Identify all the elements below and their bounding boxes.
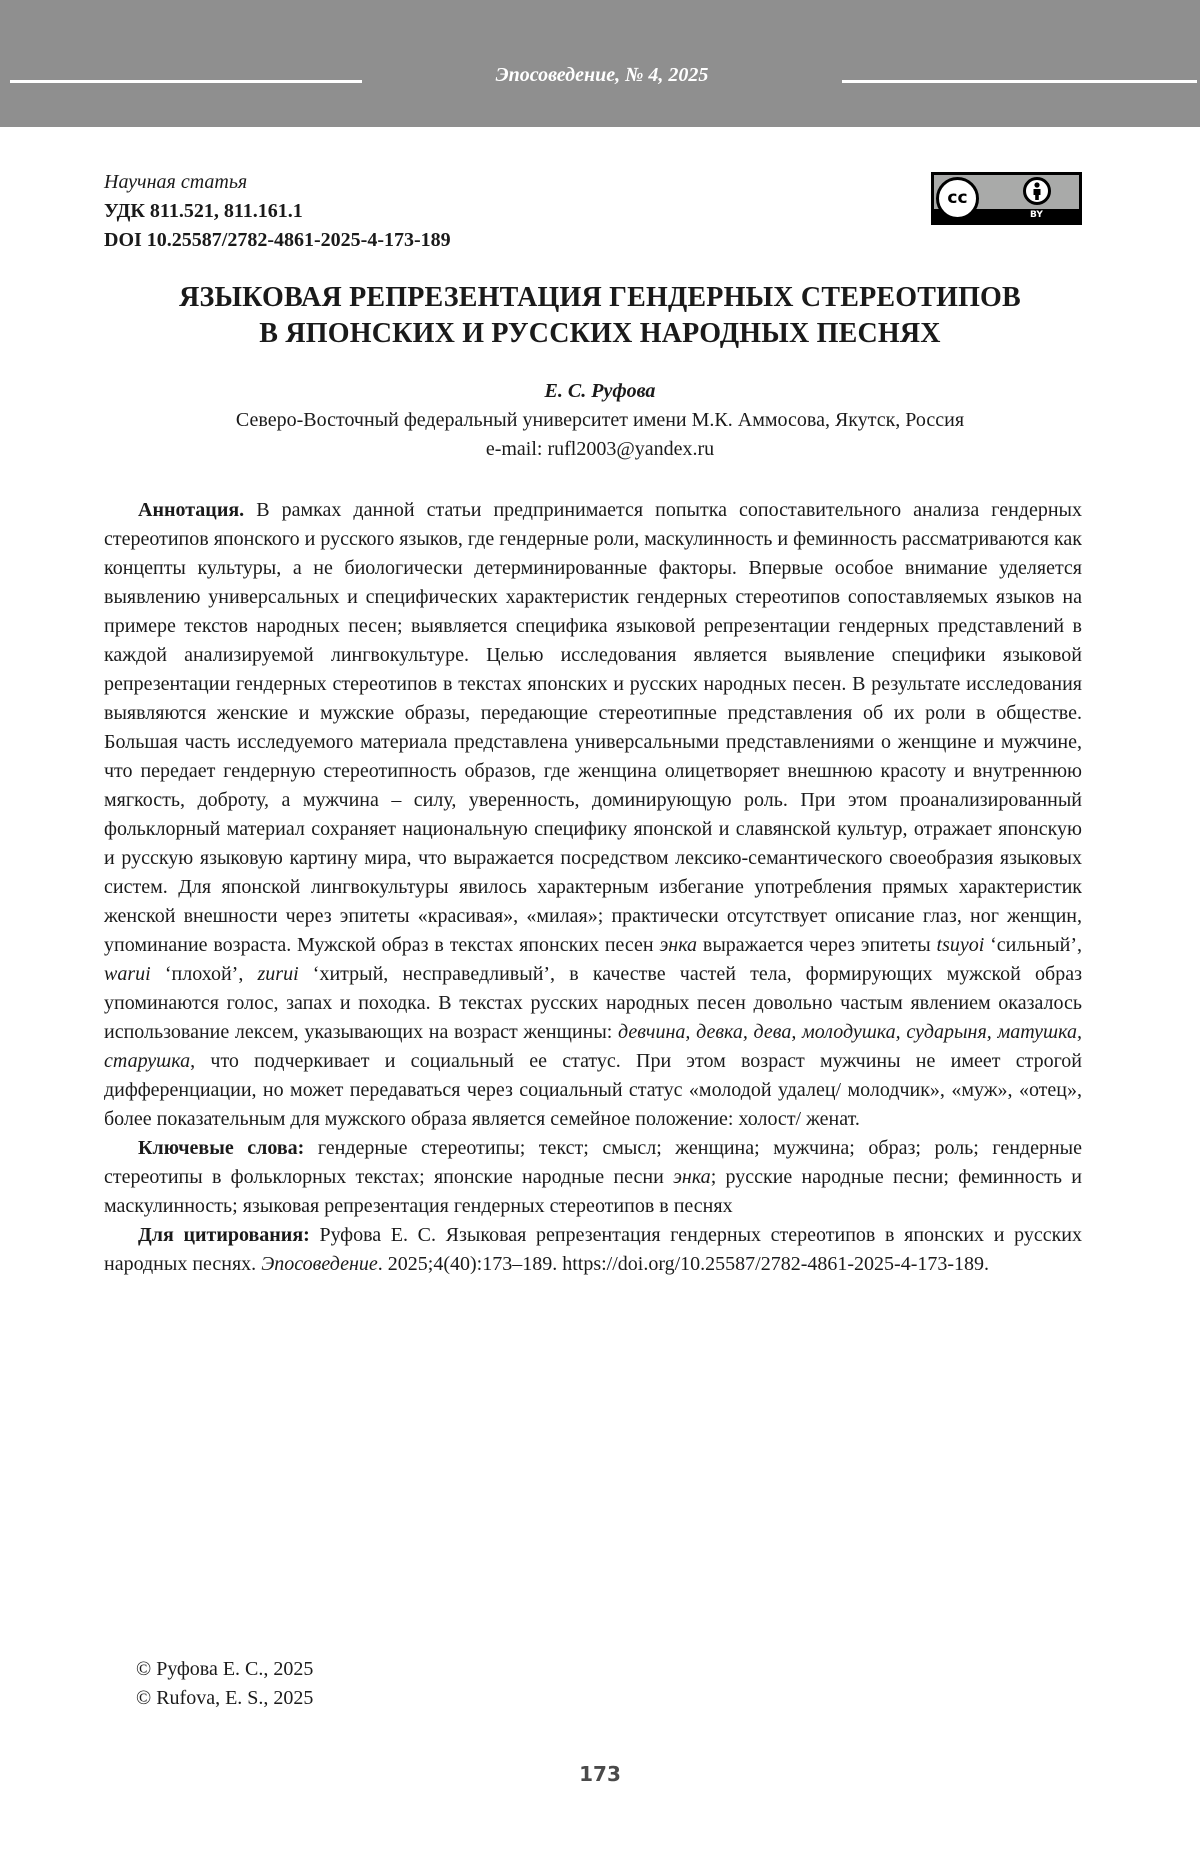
journal-running-title: Эпосоведение, № 4, 2025 <box>495 64 709 86</box>
copyright-block <box>136 1655 313 1713</box>
udc-code: УДК 811.521, 811.161.1 <box>104 200 303 222</box>
abstract-section <box>104 496 1082 1279</box>
abstract-label: Аннотация. <box>138 499 245 521</box>
page-number: 173 <box>579 1762 621 1786</box>
by-label: BY <box>1030 210 1043 220</box>
journal-header-band <box>0 0 1200 127</box>
title-line-2: В ЯПОНСКИХ И РУССКИХ НАРОДНЫХ ПЕСНЯХ <box>259 318 941 349</box>
citation-label: Для цитирования: <box>138 1224 310 1246</box>
article-title <box>100 280 1100 352</box>
attribution-person-icon <box>1023 177 1051 205</box>
doi-link[interactable]: DOI 10.25587/2782-4861-2025-4-173-189 <box>104 229 451 251</box>
article-type: Научная статья <box>104 171 248 193</box>
keywords-label: Ключевые слова: <box>138 1137 305 1159</box>
keywords-paragraph: Ключевые слова: гендерные стереотипы; текст; смысл; женщина; мужчина; образ; роль; гендерные стереотипы в фольклорных текстах; японские народные песни энка; русские народные песни; феминность и маскулинность; языковая репрезентация гендерных стереотипов в песнях <box>104 1137 1082 1217</box>
cc-by-license-badge[interactable] <box>931 172 1082 225</box>
copyright-en: © Rufova, E. S., 2025 <box>136 1687 314 1709</box>
article-meta <box>104 168 451 255</box>
author-email[interactable]: e-mail: rufl2003@yandex.ru <box>485 438 715 460</box>
author-affiliation: Северо-Восточный федеральный университет имени М.К. Аммосова, Якутск, Россия <box>235 409 965 431</box>
title-line-1: ЯЗЫКОВАЯ РЕПРЕЗЕНТАЦИЯ ГЕНДЕРНЫХ СТЕРЕОТИПОВ <box>179 282 1021 313</box>
abstract-paragraph: Аннотация. В рамках данной статьи предпринимается попытка сопоставительного анализа гендерных стереотипов японского и русского языков, где гендерные роли, маскулинность и феминность рассматриваются как концепты культуры, а не биологически детерминированные факторы. Впервые особое внимание уделяется выявлению универсальных и специфических характеристик гендерных стереотипов сопоставляемых языков на примере текстов народных песен; выявляется специфика языковой репрезентации гендерных представлений в каждой анализируемой лингвокультуре. Целью исследования является выявление специфики языковой репрезентации гендерных стереотипов в текстах японских и русских народных песен. В результате исследования выявляются женские и мужские образы, передающие стереотипные представления об их роли в обществе. Большая часть исследуемого материала представлена универсальными представлениями о женщине и мужчине, что передает гендерную стереотипность образов, где женщина олицетворяет внешнюю красоту и внутреннюю мягкость, доброту, а мужчина – силу, уверенность, доминирующую роль. При этом проанализированный фольклорный материал сохраняет национальную специфику японской и славянской культур, отражает японскую и русскую языковую картину мира, что выражается посредством лексико-семантического своеобразия языковых систем. Для японской лингвокультуры явилось характерным избегание употребления прямых характеристик женской внешности через эпитеты «красивая», «милая»; практически отсутствует описание глаз, ног женщин, упоминание возраста. Мужской образ в текстах японских песен энка выражается через эпитеты tsuyoi ‘сильный’, warui ‘плохой’, zurui ‘хитрый, несправедливый’, в качестве частей тела, формирующих мужской образ упоминаются голос, запах и походка. В текстах русских народных песен довольно частым явлением оказалось использование лексем, указывающих на возраст женщины: девчина, девка, дева, молодушка, сударыня, матушка, старушка, что подчеркивает и социальный ее статус. При этом возраст мужчины не имеет строгой дифференциации, но может передаваться через социальный статус «молодой удалец/ молодчик», «муж», «отец», более показательным для мужского образа является семейное положение: холост/ женат. <box>104 499 1083 1130</box>
author-name: Е. С. Руфова <box>544 380 656 402</box>
copyright-ru: © Руфова Е. С., 2025 <box>136 1658 314 1680</box>
cc-icon: cc <box>936 177 979 220</box>
header-rule-right <box>842 80 1197 83</box>
header-rule-left <box>10 80 362 83</box>
citation-paragraph: Для цитирования: Руфова Е. С. Языковая репрезентация гендерных стереотипов в японских и русских народных песнях. Эпосоведение. 2025;4(40):173–189. https://doi.org/10.25587/2782-4861-2025-4-173-189. <box>104 1224 1082 1275</box>
